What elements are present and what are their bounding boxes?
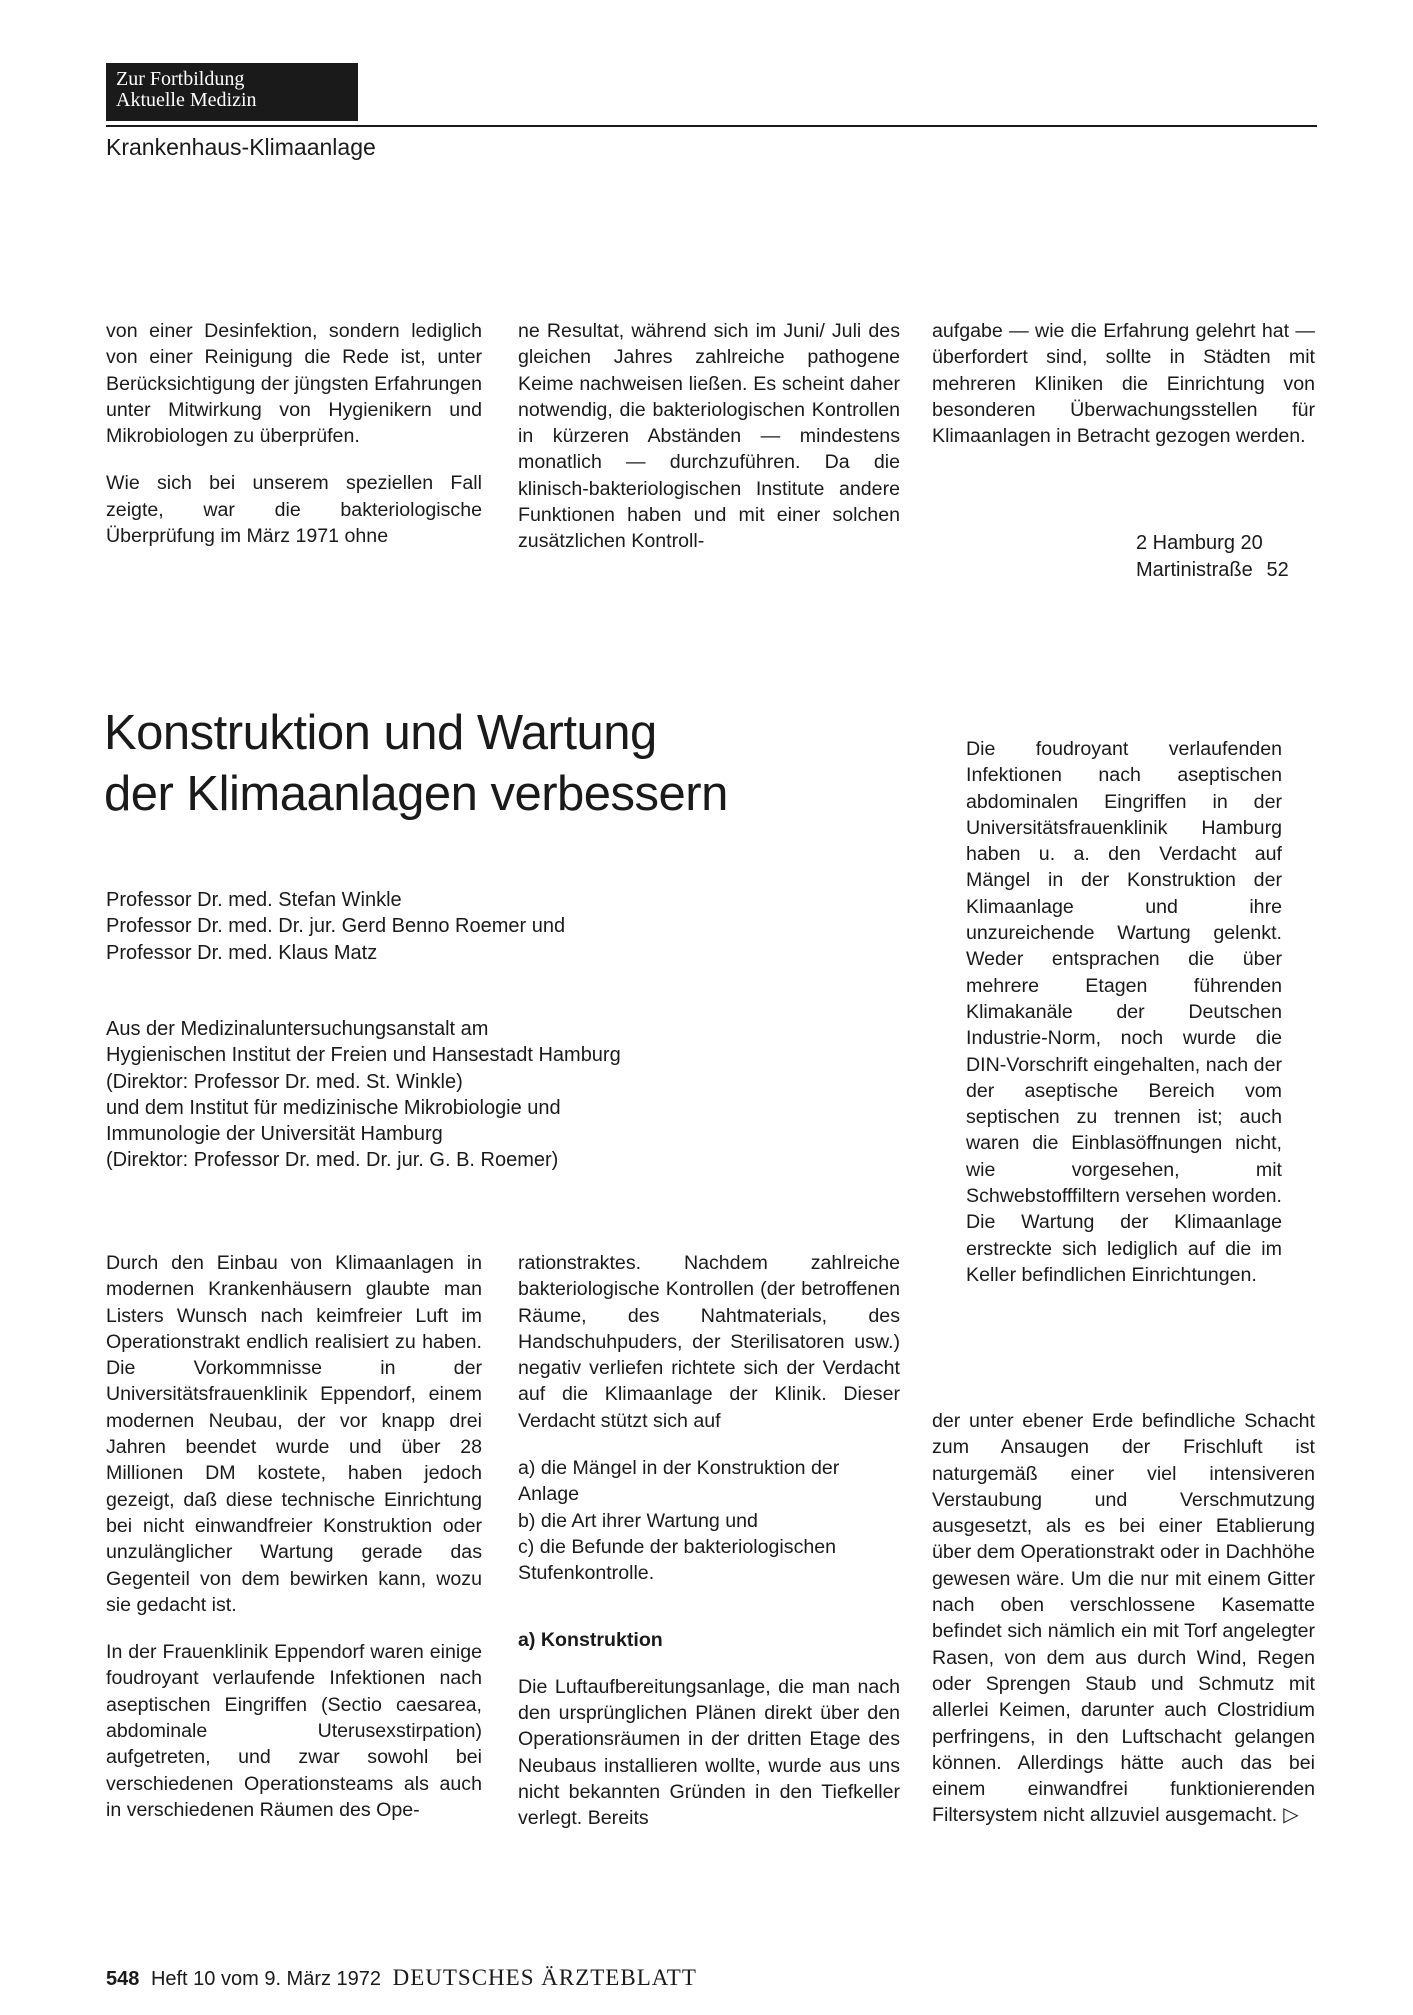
author-address	[1136, 530, 1289, 583]
journal-name: DEUTSCHES ÄRZTEBLATT	[392, 1965, 697, 1990]
paragraph: Wie sich bei unserem speziellen Fall zeigte, war die bakteriologische Überprüfung im März 1971 ohne	[106, 472, 482, 548]
header-rule	[106, 125, 1317, 127]
article-column-1	[106, 1250, 482, 1823]
page-footer	[106, 1965, 697, 1991]
author-list	[106, 887, 565, 966]
author-line: Professor Dr. med. Dr. jur. Gerd Benno Roemer und	[106, 915, 566, 938]
author-line: Professor Dr. med. Klaus Matz	[106, 941, 378, 964]
affiliation	[106, 1016, 621, 1174]
paragraph: ne Resultat, während sich im Juni/ Juli des gleichen Jahres zahlreiche pathogene Keime nachweisen ließen. Es scheint daher notwendig, die bakteriologischen Kontrollen in kürzeren Abständen — mindestens monatlich — durchzuführen. Da die klinisch-bakteriologischen Institute andere Funktionen haben und mit einer solchen zusätzlichen Kontroll-	[518, 320, 900, 553]
abstract	[966, 736, 1282, 1288]
affiliation-line: Immunologie der Universität Hamburg	[106, 1123, 443, 1146]
list-item: a) die Mängel in der Konstruktion der Anlage	[518, 1457, 840, 1506]
affiliation-line: (Direktor: Professor Dr. med. Dr. jur. G. B. Roemer)	[106, 1149, 559, 1172]
section-label-box	[106, 63, 358, 121]
address-postcode: 20	[1240, 532, 1263, 554]
address-city: 2 Hamburg	[1136, 532, 1235, 554]
address-street: Martinistraße	[1136, 558, 1253, 581]
affiliation-line: Hygienischen Institut der Freien und Hansestadt Hamburg	[106, 1044, 621, 1067]
prev-article-column-1	[106, 318, 482, 549]
page-number: 548	[106, 1968, 140, 1990]
criteria-list	[518, 1455, 900, 1586]
triangle-right-icon: ▷	[1283, 1804, 1299, 1827]
title-line-2: der Klimaanlagen verbessern	[104, 767, 728, 821]
paragraph: aufgabe — wie die Erfahrung gelehrt hat — überfordert sind, sollte in Städten mit mehreren Kliniken die Einrichtung von besonderen Überwachungsstellen für Klimaanlagen in Betracht gezogen werden.	[932, 320, 1315, 448]
list-item: b) die Art ihrer Wartung und	[518, 1509, 758, 1532]
affiliation-line: (Direktor: Professor Dr. med. St. Winkle)	[106, 1070, 463, 1093]
affiliation-line: und dem Institut für medizinische Mikrobiologie und	[106, 1096, 561, 1119]
paragraph: rationstraktes. Nachdem zahlreiche bakteriologische Kontrollen (der betroffenen Räume, des Nahtmaterials, des Handschuhpuders, der Sterilisatoren usw.) negativ verliefen richtete sich der Verdacht auf die Klimaanlage der Klinik. Dieser Verdacht stützt sich auf	[518, 1252, 900, 1432]
paragraph: Die Luftaufbereitungsanlage, die man nach den ursprünglichen Plänen direkt über den Operationsräumen in der dritten Etage des Neubaus installieren wollte, wurde aus uns nicht bekannten Gründen in den Tiefkeller verlegt. Bereits	[518, 1675, 900, 1830]
title-line-1: Konstruktion und Wartung	[104, 706, 657, 760]
paragraph	[932, 1408, 1315, 1829]
topic-heading: Krankenhaus-Klimaanlage	[106, 134, 376, 160]
list-item: c) die Befunde der bakteriologischen Stufenkontrolle.	[518, 1535, 837, 1585]
author-line: Professor Dr. med. Stefan Winkle	[106, 889, 402, 911]
affiliation-line: Aus der Medizinaluntersuchungsanstalt am	[106, 1018, 489, 1040]
section-label-line-1: Zur Fortbildung	[116, 68, 245, 90]
paragraph: In der Frauenklinik Eppendorf waren einige foudroyant verlaufende Infektionen nach aseptischen Eingriffen (Sectio caesarea, abdominale Uterusexstirpation) aufgetreten, und zwar sowohl bei verschiedenen Operationsteams als auch in verschiedenen Räumen des Ope-	[106, 1641, 482, 1821]
abstract-text: Die foudroyant verlaufenden Infektionen nach aseptischen abdominalen Eingriffen in der Universitätsfrauenklinik Hamburg haben u. a. den Verdacht auf Mängel in der Konstruktion der Klimaanlage und ihre unzureichende Wartung gelenkt. Weder entsprachen die über mehrere Etagen führenden Klimakanäle der Deutschen Industrie-Norm, noch wurde die DIN-Vorschrift eingehalten, nach der der aseptische Bereich vom septischen zu trennen ist; auch waren die Einblasöffnungen nicht, wie vorgesehen, mit Schwebstofffiltern versehen worden. Die Wartung der Klimaanlage erstreckte sich lediglich auf die im Keller befindlichen Einrichtungen.	[966, 738, 1282, 1286]
subheading: a) Konstruktion	[518, 1628, 663, 1651]
article-column-3	[932, 1408, 1315, 1829]
article-column-2	[518, 1250, 900, 1832]
paragraph: Durch den Einbau von Klimaanlagen in modernen Krankenhäusern glaubte man Listers Wunsch nach keimfreier Luft im Operationstrakt endlich realisiert zu haben. Die Vorkommnisse in der Universitätsfrauenklinik Eppendorf, einem modernen Neubau, der vor knapp drei Jahren beendet wurde und über 28 Millionen DM kostete, haben jedoch gezeigt, daß diese technische Einrichtung bei nicht einwandfreier Konstruktion oder unzulänglicher Wartung gerade das Gegenteil von dem bewirken kann, wozu sie gedacht ist.	[106, 1252, 482, 1616]
paragraph: von einer Desinfektion, sondern lediglich von einer Reinigung die Rede ist, unter Berücksichtigung der jüngsten Erfahrungen unter Mitwirkung von Hygienikern und Mikrobiologen zu überprüfen.	[106, 320, 482, 448]
section-label-line-2: Aktuelle Medizin	[116, 89, 257, 111]
issue-info: Heft 10 vom 9. März 1972	[150, 1968, 382, 1990]
article-title	[104, 703, 904, 825]
paragraph-text: der unter ebener Erde befindliche Schacht zum Ansaugen der Frischluft ist naturgemäß einer viel intensiveren Verstaubung und Verschmutzung ausgesetzt, als es bei einer Etablierung über dem Operationstrakt oder in Dachhöhe gewesen wäre. Um die nur mit einem Gitter nach oben verschlossene Kasematte befindet sich nämlich ein mit Torf angelegter Rasen, von dem aus durch Wind, Regen oder Sprengen Staub und Schmutz mit allerlei Keimen, darunter auch Clostridium perfringens, in den Luftschacht gelangen können. Allerdings hätte auch das bei einem einwandfrei funktionierenden Filtersystem nicht allzuviel ausgemacht.	[932, 1410, 1315, 1827]
prev-article-column-2	[518, 318, 900, 555]
address-number: 52	[1266, 558, 1289, 581]
prev-article-column-3	[932, 318, 1315, 449]
